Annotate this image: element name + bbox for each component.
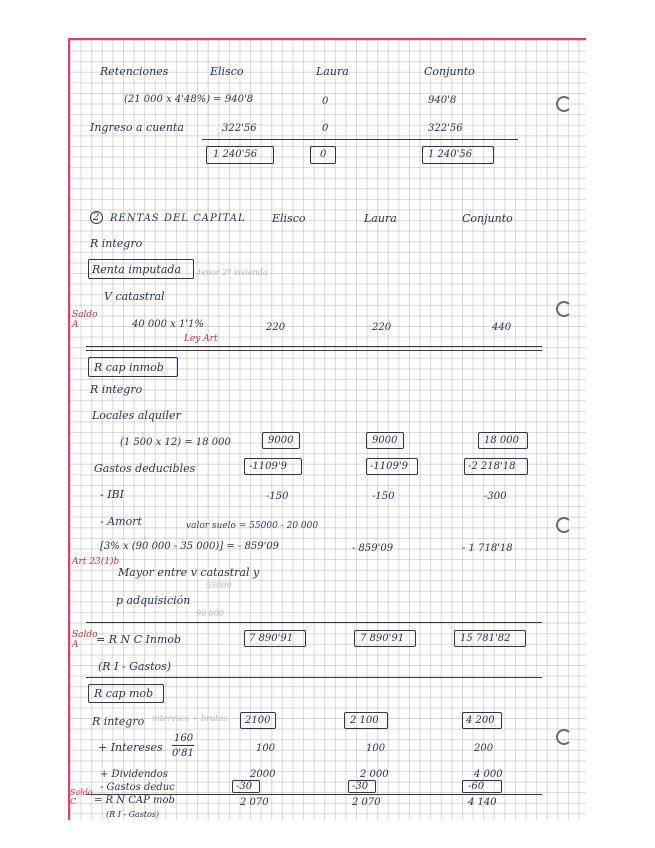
r-integro-label: R integro: [90, 383, 143, 396]
conjunto-total: 1 240'56: [428, 149, 473, 160]
elisco-dividendos: 2000: [250, 769, 276, 780]
elisco-ibi: -150: [266, 491, 289, 502]
conjunto-rn-cap-mob: 4 140: [468, 797, 497, 808]
p-adquisicion-note: 90 000: [196, 609, 224, 618]
elisco-renta-imputada: 220: [266, 322, 286, 333]
conjunto-retencion: 940'8: [428, 95, 457, 106]
saldo-a-annotation: Saldo A: [72, 630, 98, 650]
renta-imputada-label: Renta imputada: [92, 263, 182, 276]
fraction-bar: [172, 745, 194, 746]
rentas-title: RENTAS DEL CAPITAL: [110, 213, 246, 224]
renta-imputada-note: tenor 2ª vivienda: [198, 268, 268, 277]
section-divider: [86, 622, 542, 623]
renta-imputada-formula: 40 000 x 1'1%: [132, 319, 204, 330]
elisco-cap-mob-integro: 2100: [245, 715, 271, 726]
elisco-ingreso: 322'56: [222, 123, 257, 134]
intereses-frac-den: 0'81: [172, 748, 194, 759]
intereses-label: + Intereses: [98, 741, 163, 754]
ley-art-note: Ley Art: [184, 334, 218, 344]
gastos-deduc-label: - Gastos deduc: [100, 782, 175, 793]
elisco-rn-cap-mob: 2 070: [240, 797, 269, 808]
laura-intereses: 100: [366, 743, 386, 754]
laura-integro: 9000: [372, 435, 398, 446]
sum-line: [202, 139, 518, 140]
column-header-laura: Laura: [316, 65, 349, 78]
section-divider: [86, 677, 542, 678]
rnc-inmob-subtitle: (R I - Gastos): [98, 660, 172, 673]
laura-ingreso: 0: [322, 123, 329, 134]
saldo-a-annotation: Saldo A: [72, 310, 98, 330]
binder-hole-icon: [556, 517, 572, 533]
conjunto-gastos: -2 218'18: [468, 461, 516, 472]
conjunto-ingreso: 322'56: [428, 123, 463, 134]
rn-cap-mob-label: = R N CAP mob: [94, 795, 175, 806]
amort-formula: [3% x (90 000 - 35 000)] = - 859'09: [100, 541, 280, 552]
elisco-cap-mob-gastos: -30: [236, 781, 253, 792]
rnc-inmob-label: = R N C Inmob: [96, 633, 182, 646]
elisco-total: 1 240'56: [213, 149, 258, 160]
conjunto-integro: 18 000: [484, 435, 519, 446]
cap-mob-title: R cap mob: [94, 687, 154, 700]
conjunto-intereses: 200: [474, 743, 494, 754]
laura-ibi: -150: [372, 491, 395, 502]
laura-cap-mob-integro: 2 100: [350, 715, 379, 726]
conjunto-renta-imputada: 440: [492, 322, 512, 333]
laura-total: 0: [320, 149, 327, 160]
column-header-elisco: Elisco: [210, 65, 244, 78]
p-adquisicion-label: p adquisición: [116, 594, 191, 607]
mayor-note: 55000: [206, 581, 232, 590]
laura-renta-imputada: 220: [372, 322, 392, 333]
laura-rnc: 7 890'91: [360, 633, 405, 644]
dividendos-label: + Dividendos: [100, 769, 168, 780]
laura-gastos: -1109'9: [370, 461, 408, 472]
laura-dividendos: 2 000: [360, 769, 389, 780]
laura-amort: - 859'09: [352, 543, 394, 554]
ibi-label: - IBI: [100, 488, 124, 501]
r-integro-label: R integro: [90, 237, 143, 250]
v-catastral-label: V catastral: [104, 290, 165, 303]
conjunto-dividendos: 4 000: [474, 769, 503, 780]
r-integro-label: R integro: [92, 715, 145, 728]
alquiler-formula: (1 500 x 12) = 18 000: [120, 437, 231, 448]
column-header-laura: Laura: [364, 212, 397, 225]
binder-hole-icon: [556, 301, 572, 317]
laura-rn-cap-mob: 2 070: [352, 797, 381, 808]
gastos-deducibles-label: Gastos deducibles: [94, 462, 196, 475]
elisco-intereses: 100: [256, 743, 276, 754]
elisco-rnc: 7 890'91: [249, 633, 294, 644]
conjunto-cap-mob-gastos: -60: [468, 781, 485, 792]
retencion-formula: (21 000 x 4'48%) = 940'8: [124, 94, 254, 105]
ingreso-cuenta-label: Ingreso a cuenta: [90, 121, 184, 134]
locales-alquiler-label: Locales alquiler: [92, 409, 181, 422]
intereses-frac-num: 160: [174, 733, 194, 744]
valor-suelo-note: valor suelo = 55000 - 20 000: [186, 521, 319, 531]
cap-inmob-title: R cap inmob: [94, 361, 164, 374]
saldo-c-annotation: Saldo C: [70, 788, 93, 806]
elisco-gastos: -1109'9: [249, 461, 287, 472]
retenciones-label: Retenciones: [100, 65, 169, 78]
rn-cap-mob-subtitle: (R I - Gastos): [106, 810, 160, 819]
binder-hole-icon: [556, 96, 572, 112]
elisco-integro: 9000: [268, 435, 294, 446]
laura-cap-mob-gastos: -30: [352, 781, 369, 792]
conjunto-amort: - 1 718'18: [462, 543, 513, 554]
conjunto-cap-mob-integro: 4 200: [466, 715, 495, 726]
art-annotation: Art 23(1)b: [72, 557, 120, 567]
conjunto-ibi: -300: [484, 491, 507, 502]
column-header-conjunto: Conjunto: [424, 65, 475, 78]
column-header-conjunto: Conjunto: [462, 212, 513, 225]
mayor-entre-label: Mayor entre v catastral y: [118, 566, 260, 579]
conjunto-rnc: 15 781'82: [460, 633, 511, 644]
section-divider: [86, 346, 542, 351]
amort-label: - Amort: [100, 515, 142, 528]
laura-retencion: 0: [322, 96, 329, 107]
integro-note: intereses + brutos: [152, 714, 228, 723]
column-header-elisco: Elisco: [272, 212, 306, 225]
binder-hole-icon: [556, 729, 572, 745]
section-number: 2: [93, 212, 100, 223]
